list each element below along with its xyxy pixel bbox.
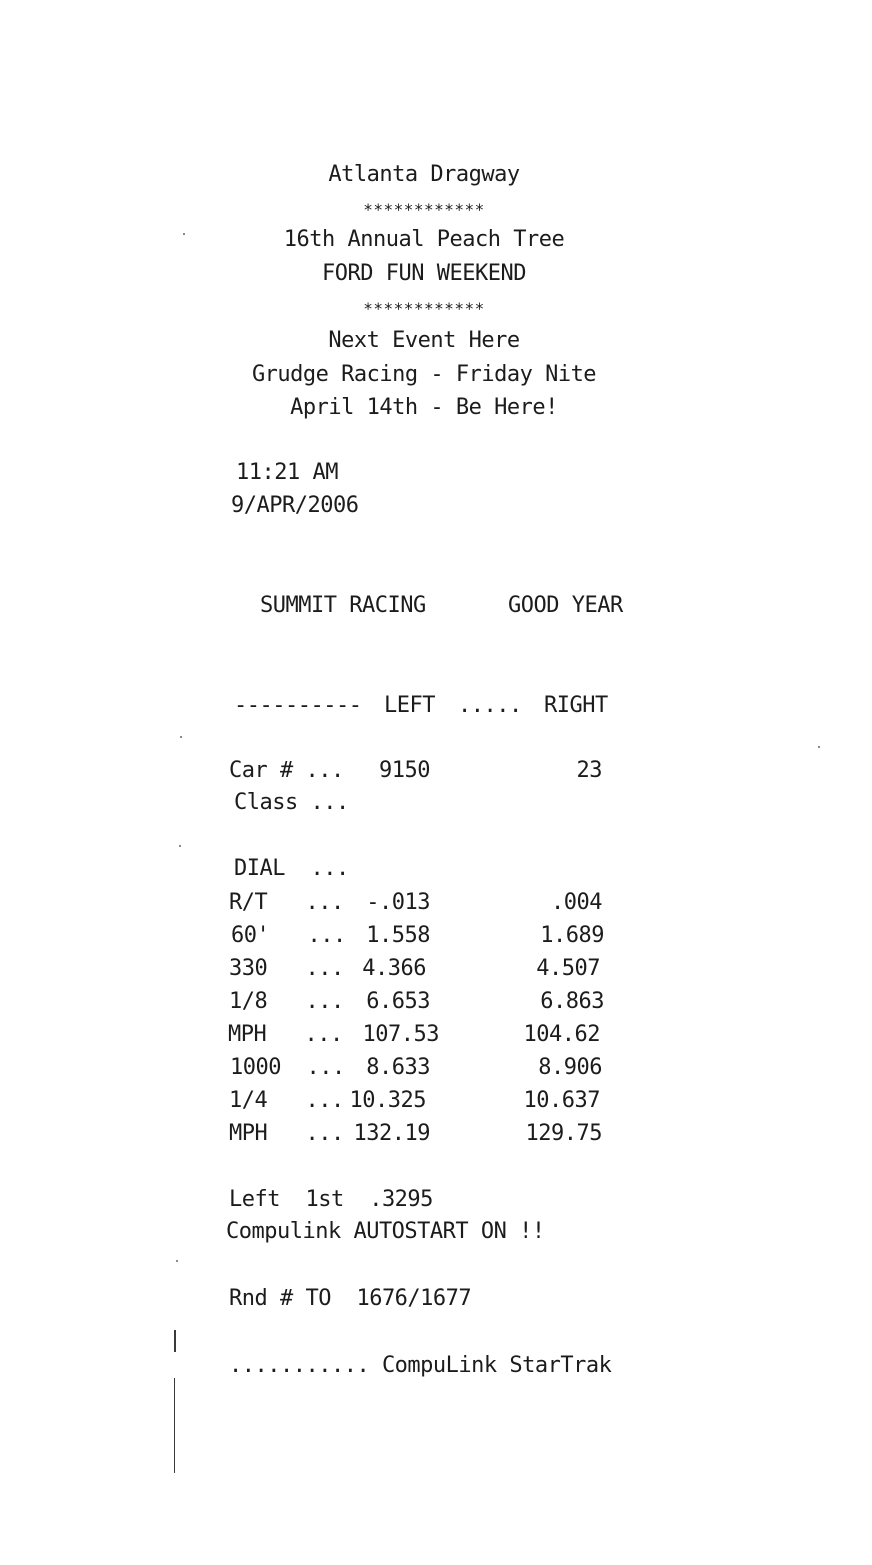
lane-dashes: ---------- [234, 693, 362, 718]
winner-line: Left 1st .3295 [229, 1187, 433, 1212]
sponsor-right: GOOD YEAR [508, 593, 623, 618]
lane-left-header: LEFT [384, 693, 435, 718]
right-lane-value: 4.507 [536, 956, 600, 981]
left-lane-value: 107.53 [362, 1022, 439, 1047]
scan-edge-mark [174, 1378, 175, 1473]
sponsor-left: SUMMIT RACING [260, 593, 426, 618]
autostart-line: Compulink AUTOSTART ON !! [226, 1219, 545, 1244]
scan-speck [179, 845, 181, 847]
lane-dots: ..... [458, 693, 522, 718]
row-label: 1000 ... [230, 1055, 345, 1080]
row-label: 60' ... [231, 923, 346, 948]
right-lane-value: 10.637 [523, 1088, 600, 1113]
star-divider-2: ************ [363, 299, 485, 318]
row-label: MPH ... [229, 1121, 344, 1146]
left-lane-value: 6.653 [366, 989, 430, 1014]
right-lane-value: 129.75 [525, 1121, 602, 1146]
race-time: 11:21 AM [236, 460, 338, 485]
star-divider-1: ************ [363, 200, 485, 219]
right-lane-value: 8.906 [538, 1055, 602, 1080]
left-lane-value: 9150 [379, 758, 430, 783]
row-label: MPH ... [228, 1022, 343, 1047]
event-title: 16th Annual Peach Tree [283, 227, 565, 252]
scan-edge-mark [174, 1330, 176, 1352]
left-lane-value: -.013 [366, 890, 430, 915]
row-label: R/T ... [229, 890, 344, 915]
scan-speck [183, 233, 185, 235]
row-label: 1/4 ... [229, 1088, 344, 1113]
round-line: Rnd # TO 1676/1677 [229, 1286, 472, 1311]
right-lane-value: .004 [551, 890, 602, 915]
scan-speck [818, 746, 820, 748]
right-lane-value: 6.863 [540, 989, 604, 1014]
right-lane-value: 23 [576, 758, 602, 783]
left-lane-value: 10.325 [349, 1088, 426, 1113]
next-event-name: Grudge Racing - Friday Nite [251, 362, 597, 387]
next-event-heading: Next Event Here [328, 328, 520, 353]
right-lane-value: 1.689 [540, 923, 604, 948]
row-label: Class ... [234, 790, 349, 815]
row-label: 1/8 ... [229, 989, 344, 1014]
scan-speck [176, 1260, 178, 1262]
event-subtitle: FORD FUN WEEKEND [322, 261, 526, 286]
left-lane-value: 1.558 [366, 923, 430, 948]
row-label: Car # ... [229, 758, 344, 783]
left-lane-value: 132.19 [353, 1121, 430, 1146]
row-label: 330 ... [229, 956, 344, 981]
row-label: DIAL ... [234, 856, 349, 881]
lane-right-header: RIGHT [544, 693, 608, 718]
timing-system-brand: ........... CompuLink StarTrak [229, 1353, 612, 1378]
next-event-date: April 14th - Be Here! [290, 395, 558, 420]
right-lane-value: 104.62 [523, 1022, 600, 1047]
track-name: Atlanta Dragway [328, 162, 520, 187]
left-lane-value: 4.366 [362, 956, 426, 981]
scan-speck [180, 736, 182, 738]
left-lane-value: 8.633 [366, 1055, 430, 1080]
race-date: 9/APR/2006 [231, 493, 359, 518]
